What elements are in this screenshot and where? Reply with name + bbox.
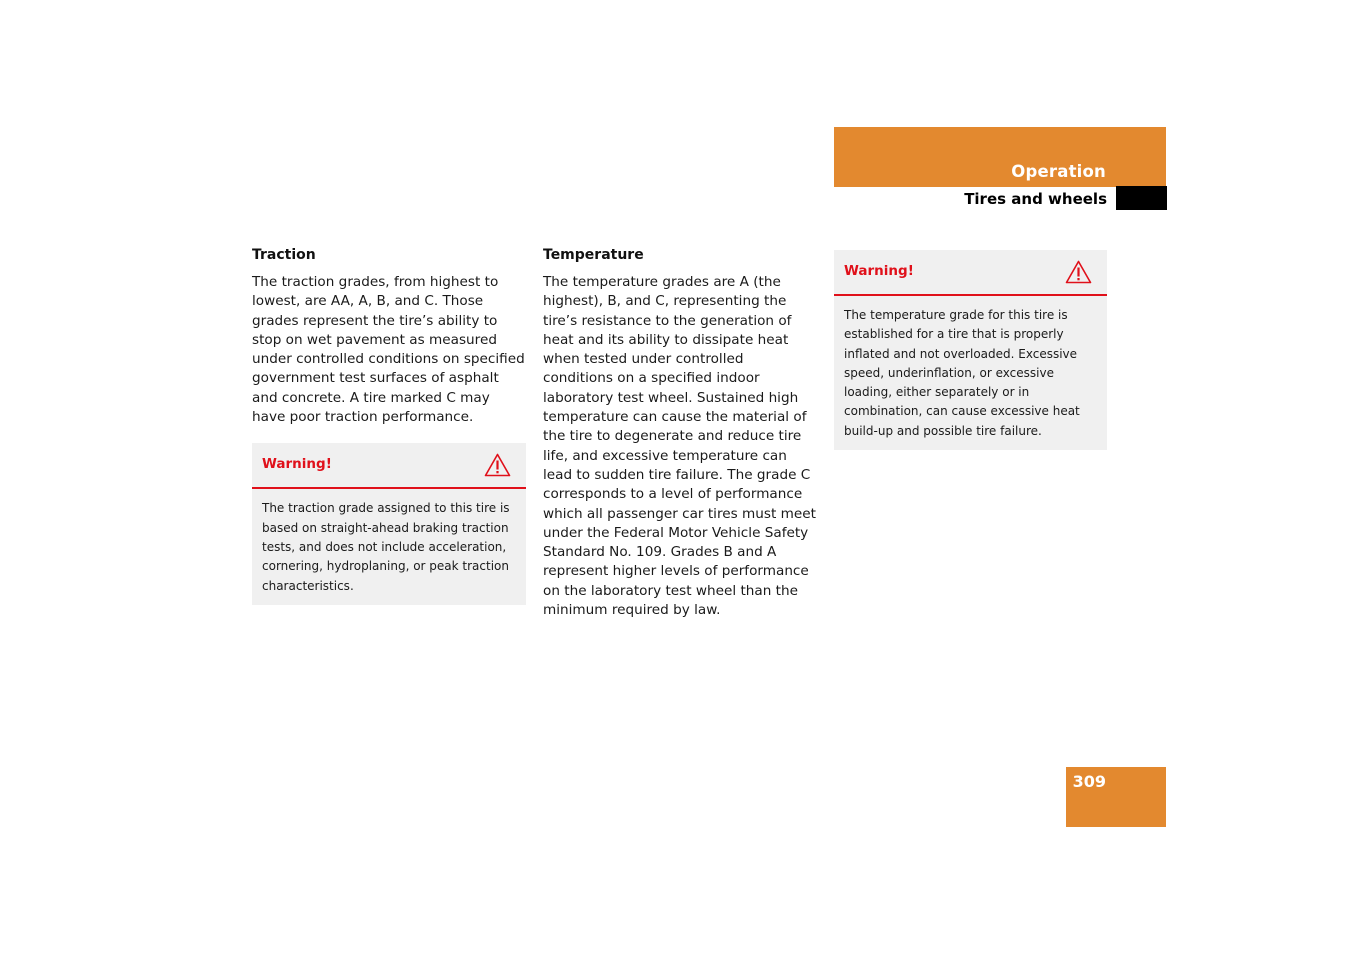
temperature-body: The temperature grades are A (the highest), B, and C, representing the tire’s resistance to the generation of heat and its ability to dissipate heat when tested under controlled conditions on a specified indoor laboratory test wheel. Sustained high temperature can cause the material of the tire to degenerate and reduce tire life, and excessive temperature can lead to sudden tire failure. The grade C corresponds to a level of performance which all passenger car tires must meet under the Federal Motor Vehicle Safety Standard No. 109. Grades B and A represent higher levels of performance on the laboratory test wheel than the minimum required by law. bbox=[543, 274, 816, 619]
temperature-column bbox=[543, 245, 817, 620]
warning-triangle-icon bbox=[484, 453, 511, 477]
traction-body: The traction grades, from highest to lowest, are AA, A, B, and C. Those grades represent the tire’s ability to stop on wet pavement as measured under controlled conditions on specified government test surfaces of asphalt and concrete. A tire marked C may have poor traction performance. bbox=[252, 274, 525, 426]
warning-text: The temperature grade for this tire is established for a tire that is properly inflated and not overloaded. Excessive speed, underinflation, or excessive loading, either separately or in combination, can cause excessive heat build-up and possible tire failure. bbox=[844, 308, 1080, 438]
subsection-title: Tires and wheels bbox=[964, 190, 1107, 208]
temperature-heading: Temperature bbox=[543, 247, 644, 263]
warning-header bbox=[252, 443, 526, 489]
section-header-band bbox=[834, 127, 1166, 187]
section-tab-marker bbox=[1116, 186, 1167, 210]
page-number-box bbox=[1066, 767, 1166, 827]
traction-warning-box bbox=[252, 443, 526, 604]
warning-label: Warning! bbox=[844, 263, 914, 279]
page-number: 309 bbox=[1072, 772, 1106, 791]
warning-header bbox=[834, 250, 1107, 296]
warning-text: The traction grade assigned to this tire is based on straight-ahead braking traction tests, and does not include acceleration, cornering, hydroplaning, or peak traction characteristics. bbox=[262, 501, 510, 593]
temperature-warning-column bbox=[834, 250, 1107, 450]
warning-triangle-icon bbox=[1065, 260, 1092, 284]
warning-label: Warning! bbox=[262, 456, 332, 473]
traction-column bbox=[252, 245, 526, 605]
temperature-warning-box bbox=[834, 250, 1107, 450]
section-title: Operation bbox=[1011, 162, 1106, 181]
traction-heading: Traction bbox=[252, 247, 316, 263]
